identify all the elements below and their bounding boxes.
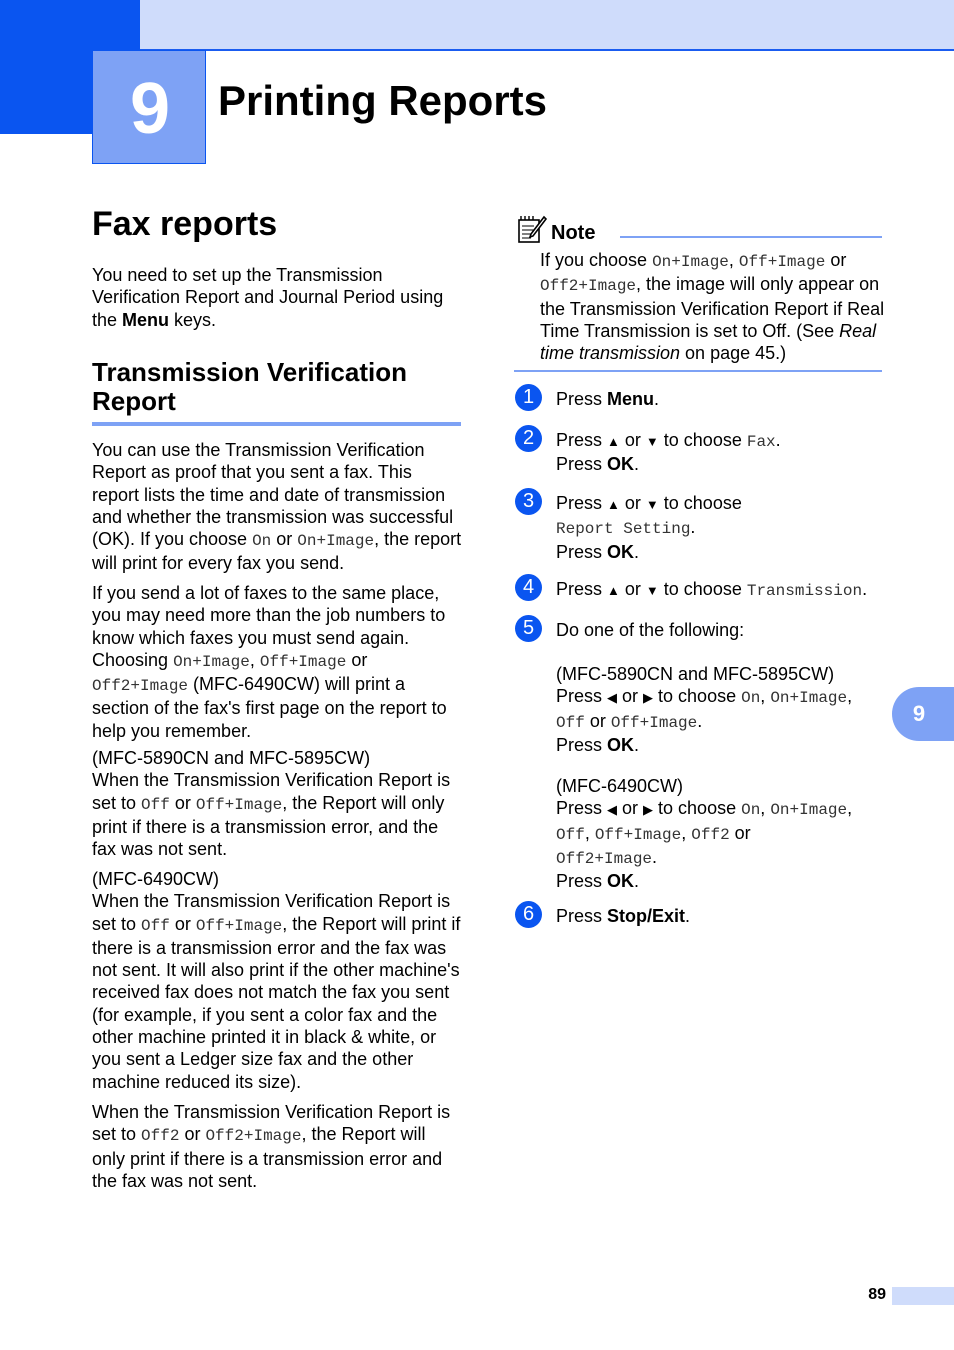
step-number-1: 1 <box>515 384 542 411</box>
fax-reports-heading: Fax reports <box>92 205 278 243</box>
side-tab-number: 9 <box>912 701 926 726</box>
down-arrow-icon: ▼ <box>645 497 659 512</box>
paragraph-mfc6490: (MFC-6490CW) When the Transmission Verification Report is set to Off or Off+Image, the Report will print if there is a transmission error and the fax was not sent. It will also print if the other machine's received fax does not match the fax you sent (for example, if you sent a color fax and the other machine printed it in black & white, or you sent a Ledger size fax and the other machine reduced its size). <box>92 869 461 1092</box>
paragraph-image-options: If you send a lot of faxes to the same place, you may need more than the job numbers to know which faxes you must send again. Choosing On+Image, Off+Image or Off2+Image (MFC-6490CW) will print a section of the fax's first page on the report to help you remember. <box>92 583 447 741</box>
step-number-3: 3 <box>515 488 542 515</box>
note-text: If you choose On+Image, Off+Image or Off2+Image, the image will only appear on the Transmission Verification Report if Real Time Transmission is set to Off. (See Real time transmission on page 45.) <box>540 250 885 364</box>
step-4: Press ▲ or ▼ to choose Transmission. <box>556 579 868 600</box>
step-1: Press Menu. <box>556 389 660 409</box>
right-arrow-icon: ▶ <box>643 690 654 706</box>
note-label: Note <box>551 222 596 244</box>
up-arrow-icon: ▲ <box>607 583 620 598</box>
chapter-side-tab <box>892 687 954 741</box>
down-arrow-icon: ▼ <box>645 583 659 598</box>
step-3: Press ▲ or ▼ to choose Report Setting. Press OK. <box>556 493 742 562</box>
left-arrow-icon: ◀ <box>607 802 618 818</box>
left-arrow-icon: ◀ <box>607 690 618 706</box>
step-5: Do one of the following: <box>556 620 745 640</box>
step-number-5: 5 <box>515 615 542 642</box>
note-pencil-icon <box>517 214 547 244</box>
note-bottom-rule <box>514 370 882 372</box>
footer-bar <box>892 1287 954 1305</box>
step-5-option-b: (MFC-6490CW) Press ◀ or ▶ to choose On, On+Image, Off, Off+Image, Off2 or Off2+Image. Press OK. <box>556 776 853 892</box>
step-number-4: 4 <box>515 574 542 601</box>
step-6: Press Stop/Exit. <box>556 906 691 926</box>
page-number: 89 <box>868 1286 886 1303</box>
step-5-option-a: (MFC-5890CN and MFC-5895CW) Press ◀ or ▶ to choose On, On+Image, Off or Off+Image. Press OK. <box>556 664 853 755</box>
chapter-number: 9 <box>129 69 171 149</box>
chapter-number-box <box>92 50 206 164</box>
step-number-2: 2 <box>515 425 542 452</box>
paragraph-mfc5890: (MFC-5890CN and MFC-5895CW) When the Transmission Verification Report is set to Off or Off+Image, the Report will only print if there is a transmission error, and the fax was not sent. <box>92 748 451 860</box>
note-top-rule <box>620 236 882 238</box>
step-number-6: 6 <box>515 901 542 928</box>
section-heading-rule <box>92 422 461 426</box>
chapter-title: Printing Reports <box>218 77 548 124</box>
step-2: Press ▲ or ▼ to choose Fax. Press OK. <box>556 430 781 475</box>
down-arrow-icon: ▼ <box>645 434 659 449</box>
header-band <box>0 0 954 51</box>
paragraph-tvr-intro: You can use the Transmission Verification Report as proof that you sent a fax. This report lists the time and date of transmission and whether the transmission was successful (OK). If you choose On or On+Image, the report will print for every fax you send. <box>92 440 462 574</box>
section-heading: Transmission Verification Report <box>92 357 407 416</box>
up-arrow-icon: ▲ <box>607 434 620 449</box>
right-arrow-icon: ▶ <box>643 802 654 818</box>
up-arrow-icon: ▲ <box>607 497 620 512</box>
intro-paragraph: You need to set up the Transmission Verification Report and Journal Period using the Menu keys. <box>92 265 444 330</box>
paragraph-off2: When the Transmission Verification Report is set to Off2 or Off2+Image, the Report will only print if there is a transmission error and the fax was not sent. <box>92 1102 451 1191</box>
